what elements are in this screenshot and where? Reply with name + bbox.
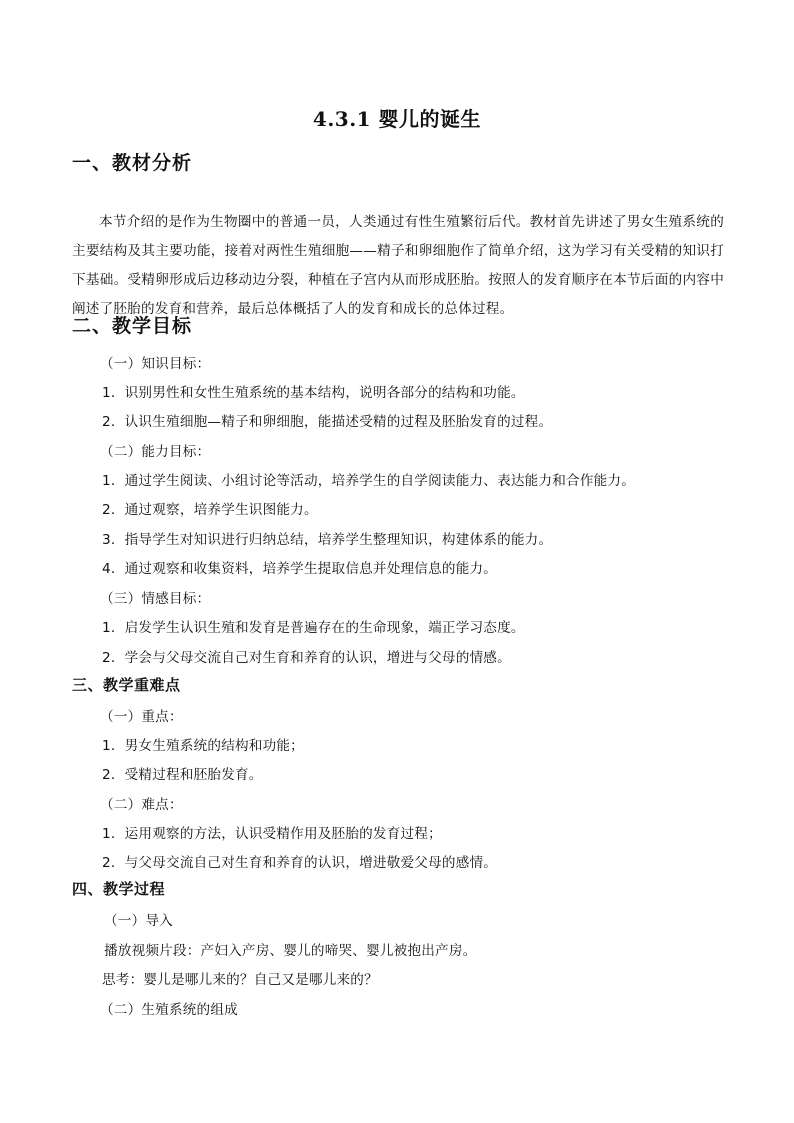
difficult-point-2: 2．与父母交流自己对生育和养育的认识，增进敬爱父母的感情。 bbox=[102, 855, 498, 871]
introduction-label: （一）导入 bbox=[104, 913, 173, 929]
knowledge-objectives-label: （一）知识目标： bbox=[100, 356, 211, 372]
difficult-points-label: （二）难点： bbox=[100, 797, 183, 813]
key-point-1: 1．男女生殖系统的结构和功能； bbox=[102, 738, 304, 754]
document-title: 4.3.1 婴儿的诞生 bbox=[312, 107, 482, 131]
knowledge-objective-1: 1．识别男性和女性生殖系统的基本结构，说明各部分的结构和功能。 bbox=[102, 385, 525, 401]
introduction-line-1: 播放视频片段：产妇入产房、婴儿的啼哭、婴儿被抱出产房。 bbox=[104, 943, 477, 959]
ability-objective-3: 3．指导学生对知识进行归纳总结，培养学生整理知识，构建体系的能力。 bbox=[102, 532, 553, 548]
emotion-objective-1: 1．启发学生认识生殖和发育是普遍存在的生命现象，端正学习态度。 bbox=[102, 620, 525, 636]
introduction-line-2: 思考：婴儿是哪儿来的？自己又是哪儿来的？ bbox=[102, 972, 378, 988]
textbook-analysis-paragraph: 本节介绍的是作为生物圈中的普通一员，人类通过有性生殖繁衍后代。教材首先讲述了男女生殖系统的主要结构及其主要功能，接着对两性生殖细胞——精子和卵细胞作了简单介绍，这为学习有关受精的知识打下基础。受精卵形成后边移动边分裂，种植在子宫内从而形成胚胎。按照人的发育顺序在本节后面的内容中阐述了胚胎的发育和营养，最后总体概括了人的发育和成长的总体过程。 bbox=[72, 214, 724, 317]
section-heading-teaching-objectives: 二、教学目标 bbox=[72, 315, 193, 337]
section-heading-textbook-analysis: 一、教材分析 bbox=[72, 152, 193, 174]
ability-objective-2: 2．通过观察，培养学生识图能力。 bbox=[102, 502, 318, 518]
reproductive-system-label: （二）生殖系统的组成 bbox=[100, 1002, 238, 1018]
key-point-2: 2．受精过程和胚胎发育。 bbox=[102, 767, 263, 783]
emotion-objective-2: 2．学会与父母交流自己对生育和养育的认识，增进与父母的情感。 bbox=[102, 650, 511, 666]
key-points-label: （一）重点： bbox=[100, 709, 183, 725]
section-heading-teaching-process: 四、教学过程 bbox=[72, 880, 166, 898]
emotion-objectives-label: （三）情感目标： bbox=[100, 591, 211, 607]
knowledge-objective-2: 2．认识生殖细胞—精子和卵细胞，能描述受精的过程及胚胎发育的过程。 bbox=[102, 414, 553, 430]
ability-objectives-label: （二）能力目标： bbox=[100, 444, 211, 460]
difficult-point-1: 1．运用观察的方法，认识受精作用及胚胎的发育过程； bbox=[102, 826, 442, 842]
section-heading-key-difficult-points: 三、教学重难点 bbox=[72, 676, 181, 694]
ability-objective-1: 1．通过学生阅读、小组讨论等活动，培养学生的自学阅读能力、表达能力和合作能力。 bbox=[102, 473, 636, 489]
ability-objective-4: 4．通过观察和收集资料，培养学生提取信息并处理信息的能力。 bbox=[102, 561, 498, 577]
